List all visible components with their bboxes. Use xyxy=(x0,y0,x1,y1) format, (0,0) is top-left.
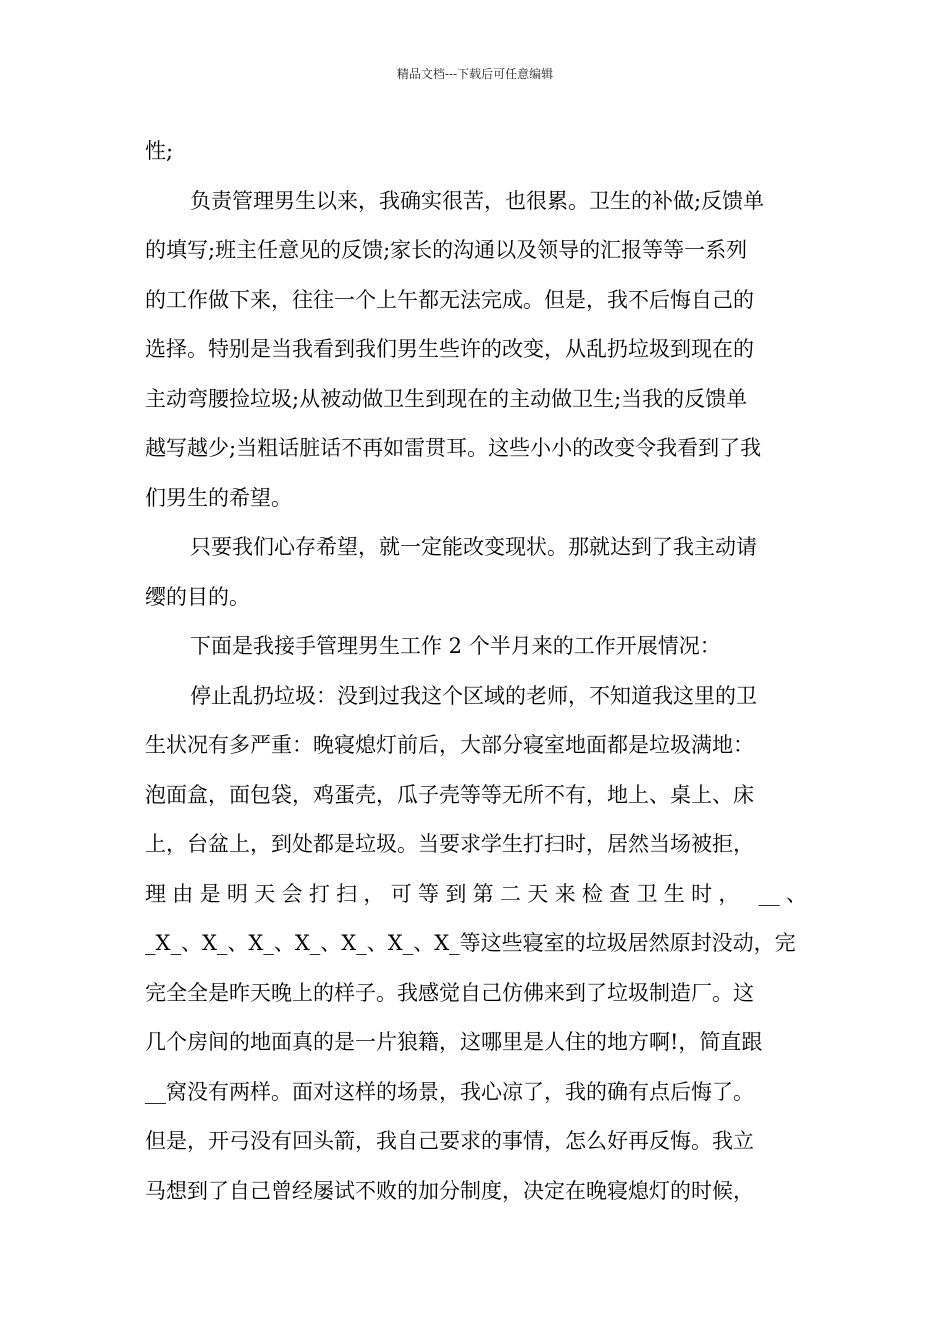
text-line: 越写越少;当粗话脏话不再如雷贯耳。这些小小的改变令我看到了我 xyxy=(145,436,762,460)
text-line: 负责管理男生以来，我确实很苦，也很累。卫生的补做;反馈单 xyxy=(190,188,765,213)
text-line: 缨的目的。 xyxy=(145,584,250,609)
text-line: 选择。特别是当我看到我们男生些许的改变，从乱扔垃圾到现在的 xyxy=(145,337,754,361)
text-line: 性; xyxy=(145,139,174,163)
text-line: 但是，开弓没有回头箭，我自己要求的事情，怎么好再反悔。我立 xyxy=(145,1129,754,1153)
text-line: 的工作做下来，往往一个上午都无法完成。但是，我不后悔自己的 xyxy=(145,287,754,312)
text-line: 理由是明天会打扫，可等到第二天来检查卫生时， __、 xyxy=(145,881,807,906)
document-body xyxy=(145,127,807,1216)
text-line: 生状况有多严重：晚寝熄灯前后，大部分寝室地面都是垃圾满地： xyxy=(145,733,754,757)
page-header: 精品文档---下载后可任意编辑 xyxy=(396,67,554,81)
text-line: 上，台盆上，到处都是垃圾。当要求学生打扫时，居然当场被拒， xyxy=(145,832,754,856)
text-line: _X_、X_、X_、X_、X_、X_、X_等这些寝室的垃圾居然原封没动，完 xyxy=(145,931,796,955)
text-line: 完全全是昨天晚上的样子。我感觉自己仿佛来到了垃圾制造厂。这 xyxy=(145,980,754,1005)
text-line: 下面是我接手管理男生工作 2 个半月来的工作开展情况： xyxy=(190,634,721,658)
text-line: 停止乱扔垃圾：没到过我这个区域的老师，不知道我这里的卫 xyxy=(190,683,757,708)
text-line: 的填写;班主任意见的反馈;家长的沟通以及领导的汇报等等一系列 xyxy=(145,238,748,262)
text-line: 只要我们心存希望，就一定能改变现状。那就达到了我主动请 xyxy=(190,535,757,559)
text-line: 几个房间的地面真的是一片狼籍，这哪里是人住的地方啊!，简直跟 xyxy=(145,1030,763,1054)
text-line: 马想到了自己曾经屡试不败的加分制度，决定在晚寝熄灯的时候， xyxy=(145,1178,754,1203)
text-line: 主动弯腰捡垃圾;从被动做卫生到现在的主动做卫生;当我的反馈单 xyxy=(145,386,748,411)
text-line: __窝没有两样。面对这样的场景，我心凉了，我的确有点后悔了。 xyxy=(145,1079,754,1104)
text-line: 们男生的希望。 xyxy=(145,485,292,510)
text-line: 泡面盒，面包袋，鸡蛋壳，瓜子壳等等无所不有，地上、桌上、床 xyxy=(145,782,754,807)
